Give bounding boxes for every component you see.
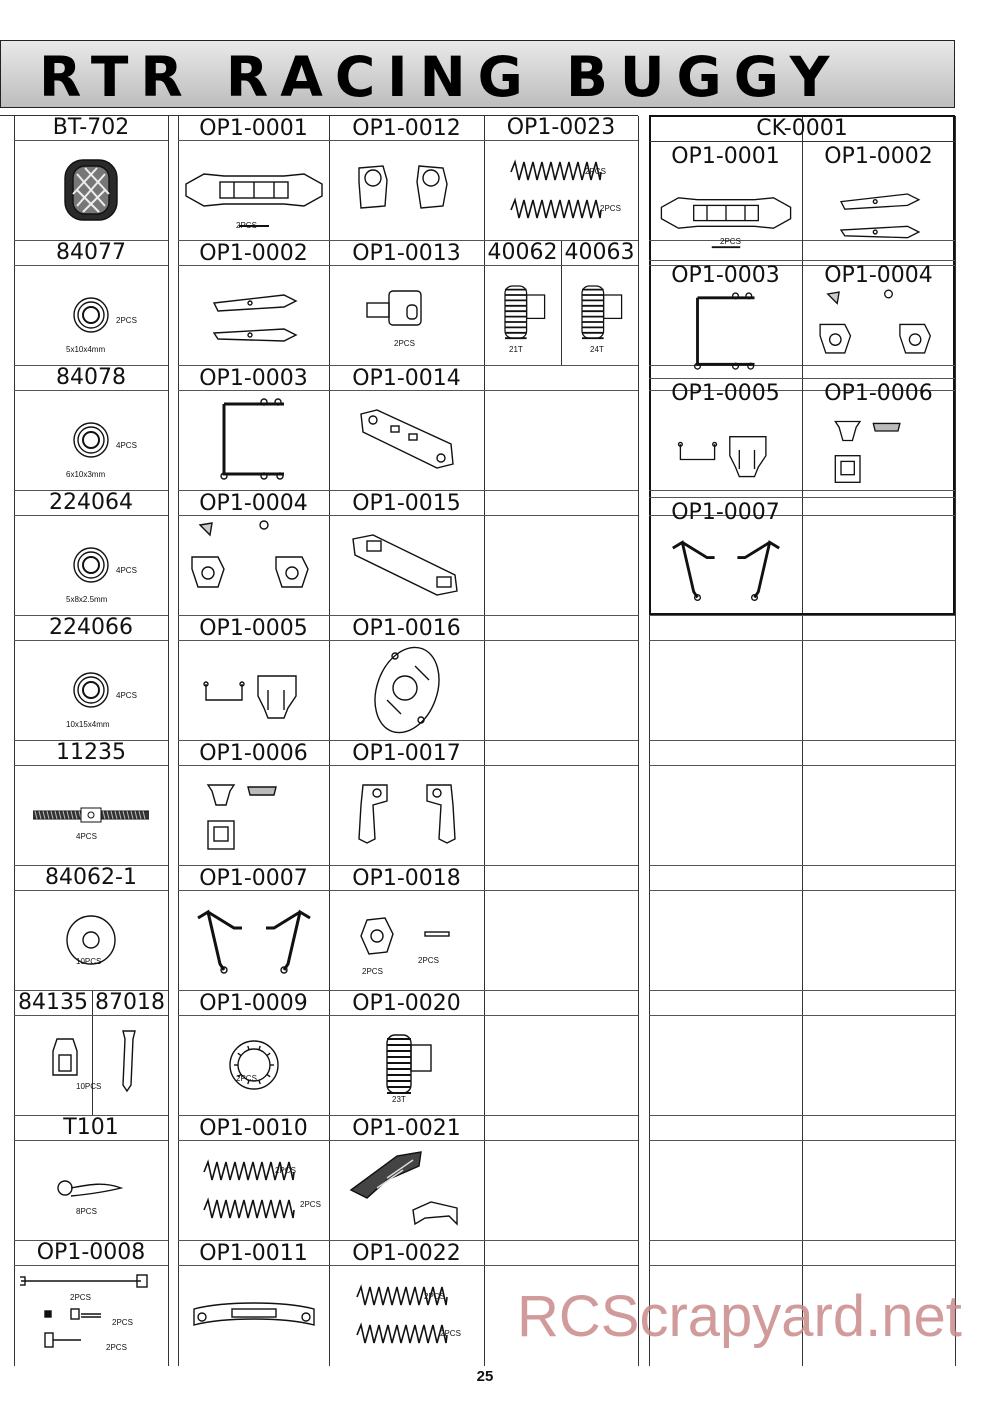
quantity-label: 2PCS [585, 167, 606, 176]
part-image [20, 1020, 162, 1110]
quantity-label: 4PCS [76, 832, 97, 841]
row-divider [14, 140, 168, 141]
teeth-label: 21T [509, 345, 523, 354]
kit-part-number: OP1-0004 [824, 263, 933, 288]
springs-icon [184, 1145, 324, 1235]
quantity-label: 10PCS [76, 957, 102, 966]
row-divider [649, 1240, 955, 1241]
part-image [336, 1145, 478, 1235]
row-divider [649, 1115, 955, 1116]
row-divider [14, 640, 168, 641]
part-image [336, 395, 478, 485]
part-image [20, 770, 162, 860]
link-icon [184, 1270, 324, 1360]
part-number: OP1-0005 [199, 616, 308, 641]
row-divider [484, 390, 638, 391]
part-number: OP1-0016 [352, 616, 461, 641]
row-divider [484, 640, 638, 641]
quantity-label: 2PCS [720, 237, 741, 246]
part-number: OP1-0021 [352, 1116, 461, 1141]
upper-arms-icon [655, 525, 797, 613]
lower-arms-icon [808, 169, 950, 257]
part-image [20, 145, 162, 235]
row-divider [649, 865, 955, 866]
row-divider [649, 497, 955, 498]
part-number: OP1-0022 [352, 1241, 461, 1266]
part-image [336, 895, 478, 985]
part-number: OP1-0011 [199, 1241, 308, 1266]
part-image [184, 270, 324, 360]
part-image [184, 395, 324, 485]
quantity-label: 8PCS [76, 1207, 97, 1216]
kit-part-number: OP1-0006 [824, 381, 933, 406]
quantity-label: 2PCS [70, 1293, 91, 1302]
row-divider [649, 1265, 955, 1266]
part-image [336, 645, 478, 735]
row-divider [484, 1240, 638, 1241]
header-banner [0, 40, 955, 108]
pinion-icon [486, 268, 560, 358]
kit-part-number: OP1-0001 [671, 144, 780, 169]
row-divider [14, 765, 168, 766]
row-divider [484, 615, 638, 616]
row-divider [14, 265, 168, 266]
part-image [808, 406, 950, 494]
quantity-label: 2PCS [112, 1318, 133, 1327]
body-parts-icon [336, 1145, 478, 1235]
bumper-brace-icon [184, 395, 324, 485]
part-number: T101 [63, 1115, 119, 1140]
steering-blocks-icon [336, 770, 478, 860]
part-number: BT-702 [52, 115, 130, 140]
hex-and-pin-icon [336, 895, 478, 985]
part-number: 84077 [56, 240, 126, 265]
part-number: 87018 [95, 990, 165, 1015]
body-clip-icon [20, 1145, 162, 1235]
cups-icon [336, 145, 478, 235]
part-image [808, 288, 950, 376]
row-divider [484, 1265, 638, 1266]
part-image [336, 1020, 478, 1110]
quantity-label: 4PCS [116, 691, 137, 700]
part-number: 84062-1 [45, 865, 137, 890]
arm-mount-2-icon [336, 520, 478, 610]
driveshaft-set-icon [20, 1270, 162, 1360]
quantity-label: 2PCS [300, 1200, 321, 1209]
quantity-label: 10PCS [76, 1082, 102, 1091]
part-number: OP1-0007 [199, 866, 308, 891]
part-image [184, 1270, 324, 1360]
part-image [655, 525, 797, 613]
part-number: 224064 [49, 490, 133, 515]
row-divider [649, 615, 955, 616]
row-divider [14, 890, 168, 891]
watermark: RCScrapyard.net [517, 1284, 962, 1349]
kit-part-number: OP1-0003 [671, 263, 780, 288]
kit-part-number: OP1-0005 [671, 381, 780, 406]
size-label: 10x15x4mm [66, 720, 110, 729]
springs-icon [336, 1270, 478, 1360]
quantity-label: 2PCS [394, 339, 415, 348]
hub-carriers-icon [184, 520, 324, 610]
mounts-icon [184, 770, 324, 860]
part-number: 84078 [56, 365, 126, 390]
part-image [655, 288, 797, 376]
row-divider [649, 740, 955, 741]
bumper-brace-icon [655, 288, 797, 376]
row-divider [14, 390, 168, 391]
shock-tower-icon [184, 645, 324, 735]
gear-ring-icon [184, 1020, 324, 1110]
part-image [184, 1020, 324, 1110]
row-divider [484, 515, 638, 516]
row-divider [649, 765, 955, 766]
part-image [20, 1270, 162, 1360]
row-divider [14, 1140, 168, 1141]
row-divider [484, 1015, 638, 1016]
part-number: OP1-0004 [199, 491, 308, 516]
pinion-icon [336, 1020, 478, 1110]
page-number: 25 [476, 1368, 494, 1385]
part-number: 40063 [564, 240, 635, 265]
row-divider [649, 890, 955, 891]
kit-part-number: OP1-0002 [824, 144, 933, 169]
row-divider [14, 1265, 168, 1266]
part-number: OP1-0002 [199, 241, 308, 266]
row-divider [484, 1115, 638, 1116]
part-image [808, 169, 950, 257]
size-label: 5x8x2.5mm [66, 595, 108, 604]
part-image [184, 645, 324, 735]
part-number: OP1-0012 [352, 116, 461, 141]
part-number: OP1-0017 [352, 741, 461, 766]
springs-icon [490, 145, 632, 235]
row-divider [484, 365, 638, 366]
row-divider [484, 1140, 638, 1141]
part-number: 11235 [56, 740, 126, 765]
hub-carriers-icon [808, 288, 950, 376]
part-number: OP1-0003 [199, 366, 308, 391]
size-label: 6x10x3mm [66, 470, 106, 479]
row-divider [649, 1140, 955, 1141]
arm-mount-icon [336, 395, 478, 485]
motor-plate-icon [336, 645, 478, 735]
quantity-label: 2PCS [116, 316, 137, 325]
quantity-label: 2PCS [424, 1292, 445, 1301]
part-number: OP1-0010 [199, 1116, 308, 1141]
part-number: OP1-0023 [506, 115, 616, 140]
quantity-label: 2PCS [236, 221, 257, 230]
part-image [184, 770, 324, 860]
row-divider [14, 515, 168, 516]
row-divider [649, 640, 955, 641]
row-divider [484, 865, 638, 866]
row-divider [14, 1015, 168, 1016]
quantity-label: 2PCS [275, 1166, 296, 1175]
part-number: OP1-0013 [352, 241, 461, 266]
quantity-label: 2PCS [236, 1074, 257, 1083]
quantity-label: 2PCS [600, 204, 621, 213]
washer-icon [20, 895, 162, 985]
quantity-label: 4PCS [116, 566, 137, 575]
part-image [20, 895, 162, 985]
row-divider [484, 890, 638, 891]
row-divider [649, 260, 955, 261]
part-image [655, 406, 797, 494]
quantity-label: 2PCS [418, 956, 439, 965]
part-image [20, 1145, 162, 1235]
row-divider [484, 140, 638, 141]
lower-arms-icon [184, 270, 324, 360]
part-number: OP1-0009 [199, 991, 308, 1016]
page-title: RTR RACING BUGGY [39, 45, 842, 109]
kit-title: CK-0001 [756, 116, 848, 141]
size-label: 5x10x4mm [66, 345, 106, 354]
part-image [184, 520, 324, 610]
part-image [336, 770, 478, 860]
upper-arms-icon [184, 895, 324, 985]
part-number: OP1-0015 [352, 491, 461, 516]
part-number: OP1-0020 [352, 991, 461, 1016]
part-number: OP1-0018 [352, 866, 461, 891]
part-image [184, 1145, 324, 1235]
quantity-label: 4PCS [116, 441, 137, 450]
row-divider [649, 1015, 955, 1016]
part-number: OP1-0001 [199, 116, 308, 141]
part-number: 224066 [49, 615, 133, 640]
quantity-label: 2PCS [440, 1329, 461, 1338]
part-number: OP1-0008 [36, 1240, 146, 1265]
row-divider [484, 765, 638, 766]
part-image [486, 268, 560, 358]
part-image [490, 145, 632, 235]
turnbuckle-icon [20, 770, 162, 860]
quantity-label: 2PCS [362, 967, 383, 976]
part-number: 40062 [487, 240, 558, 265]
teeth-label: 24T [590, 345, 604, 354]
part-image [336, 1270, 478, 1360]
quantity-label: 2PCS [106, 1343, 127, 1352]
row-divider [484, 265, 638, 266]
kit-part-number: OP1-0007 [671, 500, 780, 525]
part-image [336, 145, 478, 235]
part-number: OP1-0006 [199, 741, 308, 766]
mounts-icon [808, 406, 950, 494]
shock-tower-icon [655, 406, 797, 494]
row-divider [484, 990, 638, 991]
row-divider [649, 990, 955, 991]
tire-icon [20, 145, 162, 235]
nut-and-post-icon [20, 1020, 162, 1110]
part-number: 84135 [18, 990, 88, 1015]
row-divider [484, 740, 638, 741]
row-divider [484, 490, 638, 491]
part-image [184, 895, 324, 985]
row-divider [649, 378, 955, 379]
quantity-label: 23T [392, 1095, 406, 1104]
part-image [336, 520, 478, 610]
part-number: OP1-0014 [352, 366, 461, 391]
